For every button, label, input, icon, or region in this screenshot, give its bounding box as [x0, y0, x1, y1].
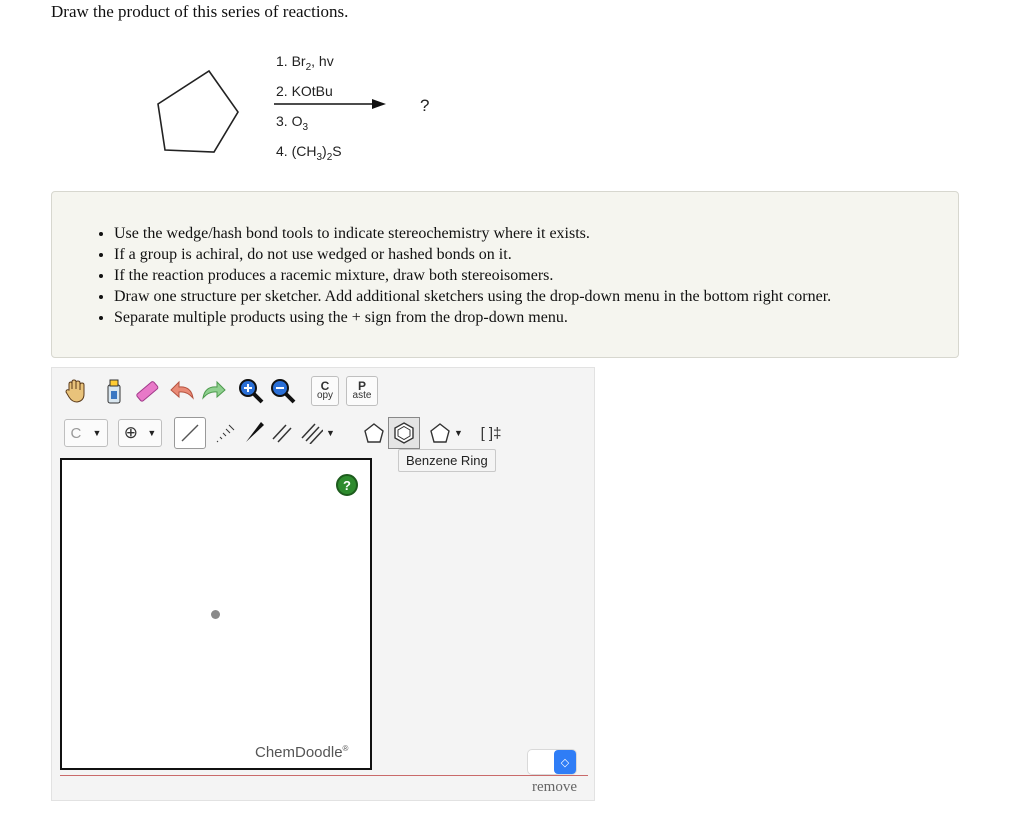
sketch-canvas[interactable] [60, 458, 372, 770]
instruction-item: • Separate multiple products using the + sign from the drop-down menu. [114, 307, 831, 328]
canvas-cursor-dot [211, 610, 220, 619]
charge-icon: ⊕ [123, 423, 138, 442]
hand-icon[interactable] [61, 376, 91, 406]
reagent-step-1: 1. $Br_2$, hv [276, 53, 334, 73]
reaction-scheme [150, 48, 470, 178]
instruction-item: • Use the wedge/hash bond tools to indicate stereochemistry where it exists. [114, 223, 831, 244]
chevron-down-icon: ▼ [454, 428, 463, 438]
instruction-item: • If the reaction produces a racemic mixture, draw both stereoisomers. [114, 265, 831, 286]
reaction-arrow [274, 98, 388, 110]
instructions-box [51, 191, 959, 358]
divider-line [60, 775, 588, 776]
bracket-tool[interactable]: [ ]‡ [480, 424, 502, 442]
single-bond-tool[interactable] [174, 417, 206, 449]
charge-dropdown[interactable] [118, 419, 162, 447]
chevron-down-icon: ▼ [326, 428, 335, 438]
eraser-icon[interactable] [132, 376, 162, 406]
remove-link[interactable]: remove [532, 779, 577, 795]
reagent-step-2: 2. KOtBu [276, 83, 333, 99]
chemdoodle-sketcher [51, 367, 595, 801]
tooltip: Benzene Ring [398, 449, 496, 472]
help-button[interactable]: ? [336, 474, 358, 496]
product-placeholder: ? [420, 96, 430, 115]
reagent-step-4: 4. $(CH_3)_2S$ [276, 143, 342, 163]
copy-button[interactable]: C opy [311, 376, 339, 406]
atom-label-dropdown[interactable]: C ▼ [64, 419, 108, 447]
redo-icon[interactable] [198, 376, 228, 406]
zoom-in-icon[interactable] [236, 376, 266, 406]
cyclopentane-structure [150, 68, 245, 158]
triple-bond-dropdown[interactable] [298, 419, 338, 447]
instruction-item: • Draw one structure per sketcher. Add additional sketchers using the drop-down menu in the bottom right corner. [114, 286, 831, 307]
hash-bond-tool[interactable] [211, 419, 239, 447]
chevron-down-icon: ▼ [92, 428, 102, 438]
double-bond-tool[interactable] [268, 419, 296, 447]
zoom-out-icon[interactable] [268, 376, 298, 406]
instructions-list [52, 223, 831, 328]
paste-button[interactable]: P aste [346, 376, 378, 406]
cyclopentane-ring-tool[interactable] [360, 419, 388, 447]
reagent-step-3: 3. $O_3$ [276, 113, 309, 133]
question-text: Draw the product of this series of reactions. [51, 2, 349, 21]
chemdoodle-logo: ChemDoodle® [255, 744, 349, 761]
wedge-bond-tool[interactable] [240, 419, 268, 447]
undo-icon[interactable] [168, 376, 198, 406]
chevron-down-icon: ▼ [147, 428, 157, 438]
erase-all-icon[interactable] [99, 376, 129, 406]
sketcher-options-dropdown[interactable] [527, 749, 577, 775]
ring-dropdown[interactable] [424, 419, 468, 447]
instruction-item: • If a group is achiral, do not use wedged or hashed bonds on it. [114, 244, 831, 265]
benzene-ring-tool[interactable] [388, 417, 420, 449]
up-down-arrows-icon: ◇ [554, 750, 576, 774]
